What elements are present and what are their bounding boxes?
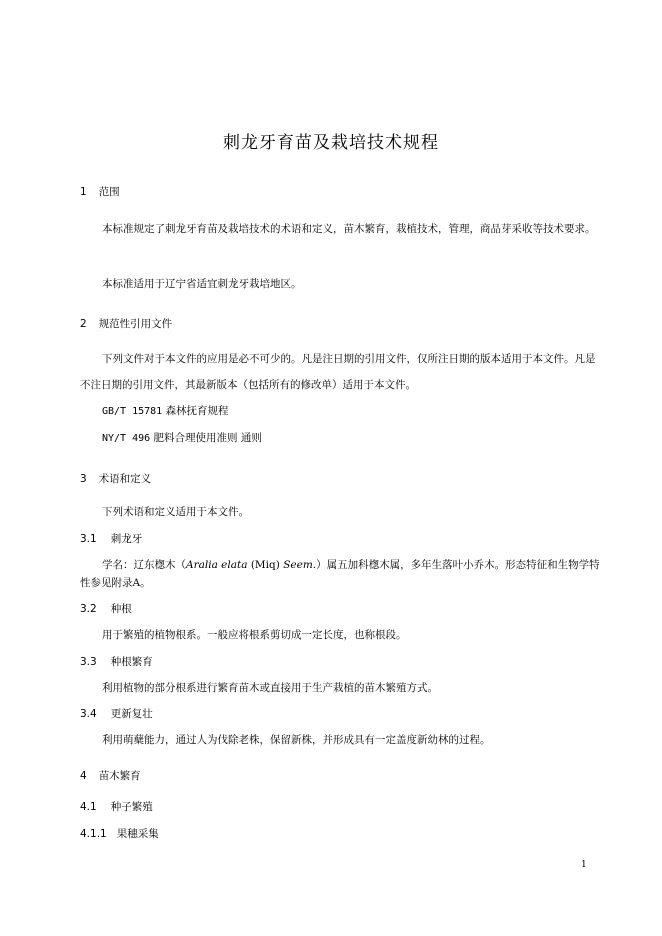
latin-author: Seem. (283, 559, 317, 571)
section-title: 范围 (98, 186, 120, 198)
term-3-1-definition: 学名：辽东楤木（Aralia elata (Miq) Seem.）属五加科楤木属，多年生落叶小乔木。形态特征和生物学特性参见附录A。 (80, 559, 600, 589)
term-number: 3.3 (80, 656, 97, 668)
section-3-heading (80, 471, 151, 486)
reference-title: 森林抚育规程 (165, 405, 229, 417)
section-title: 规范性引用文件 (98, 318, 173, 330)
term-3-1-heading (80, 531, 142, 546)
subsection-4-1-1-heading (80, 826, 159, 841)
section-2-paragraph-1: 下列文件对于本文件的应用是必不可少的。凡是注日期的引用文件，仅所注日期的版本适用于本文件。凡是不注日期的引用文件，其最新版本（包括所有的修改单）适用于本文件。 (80, 353, 596, 391)
section-number: 4 (80, 770, 87, 782)
reference-code: NY/T 496 (102, 433, 151, 444)
section-3-paragraph-1: 下列术语和定义适用于本文件。 (102, 506, 249, 518)
section-number: 3 (80, 473, 87, 485)
reference-2 (102, 430, 262, 445)
section-number: 2 (80, 318, 87, 330)
latin-genus: Aralia elata (186, 559, 248, 571)
term-title: 更新复壮 (110, 708, 153, 720)
term-3-4-definition: 利用萌蘖能力，通过人为伐除老株，保留新株，并形成具有一定盖度新幼林的过程。 (102, 734, 491, 746)
term-3-2-definition: 用于繁殖的植物根系。一般应将根系剪切成一定长度，也称根段。 (102, 629, 407, 641)
section-title: 术语和定义 (98, 473, 152, 485)
document-title: 刺龙牙育苗及栽培技术规程 (223, 133, 439, 153)
term-title: 刺龙牙 (110, 533, 143, 545)
term-3-2-heading (80, 601, 132, 616)
subsection-4-1-heading (80, 799, 153, 814)
section-1-paragraph-2: 本标准适用于辽宁省适宜刺龙牙栽培地区。 (102, 278, 302, 290)
term-3-3-definition: 利用植物的部分根系进行繁育苗木或直接用于生产栽植的苗木繁殖方式。 (102, 682, 438, 694)
term-3-3-heading (80, 654, 153, 669)
term-title: 种根繁育 (110, 656, 153, 668)
term-3-4-heading (80, 706, 153, 721)
subsection-title: 种子繁殖 (110, 801, 153, 813)
section-number: 1 (80, 186, 87, 198)
section-1-paragraph-1: 本标准规定了刺龙牙育苗及栽培技术的术语和定义，苗木繁育，栽植技术，管理，商品芽采收等技术要求。 (102, 223, 596, 235)
term-number: 3.2 (80, 603, 97, 615)
reference-1 (102, 403, 229, 418)
section-4-heading (80, 768, 141, 783)
subsection-number: 4.1 (80, 801, 97, 813)
term-number: 3.1 (80, 533, 97, 545)
term-title: 种根 (110, 603, 132, 615)
term-number: 3.4 (80, 708, 97, 720)
subsection-title: 果穗采集 (116, 828, 159, 840)
reference-code: GB/T 15781 (102, 406, 163, 417)
section-title: 苗木繁育 (98, 770, 141, 782)
reference-title: 肥料合理使用准则 通则 (153, 432, 262, 444)
section-1-heading (80, 184, 120, 199)
subsection-number: 4.1.1 (80, 828, 107, 840)
page-number: 1 (581, 860, 587, 870)
section-2-heading (80, 316, 172, 331)
